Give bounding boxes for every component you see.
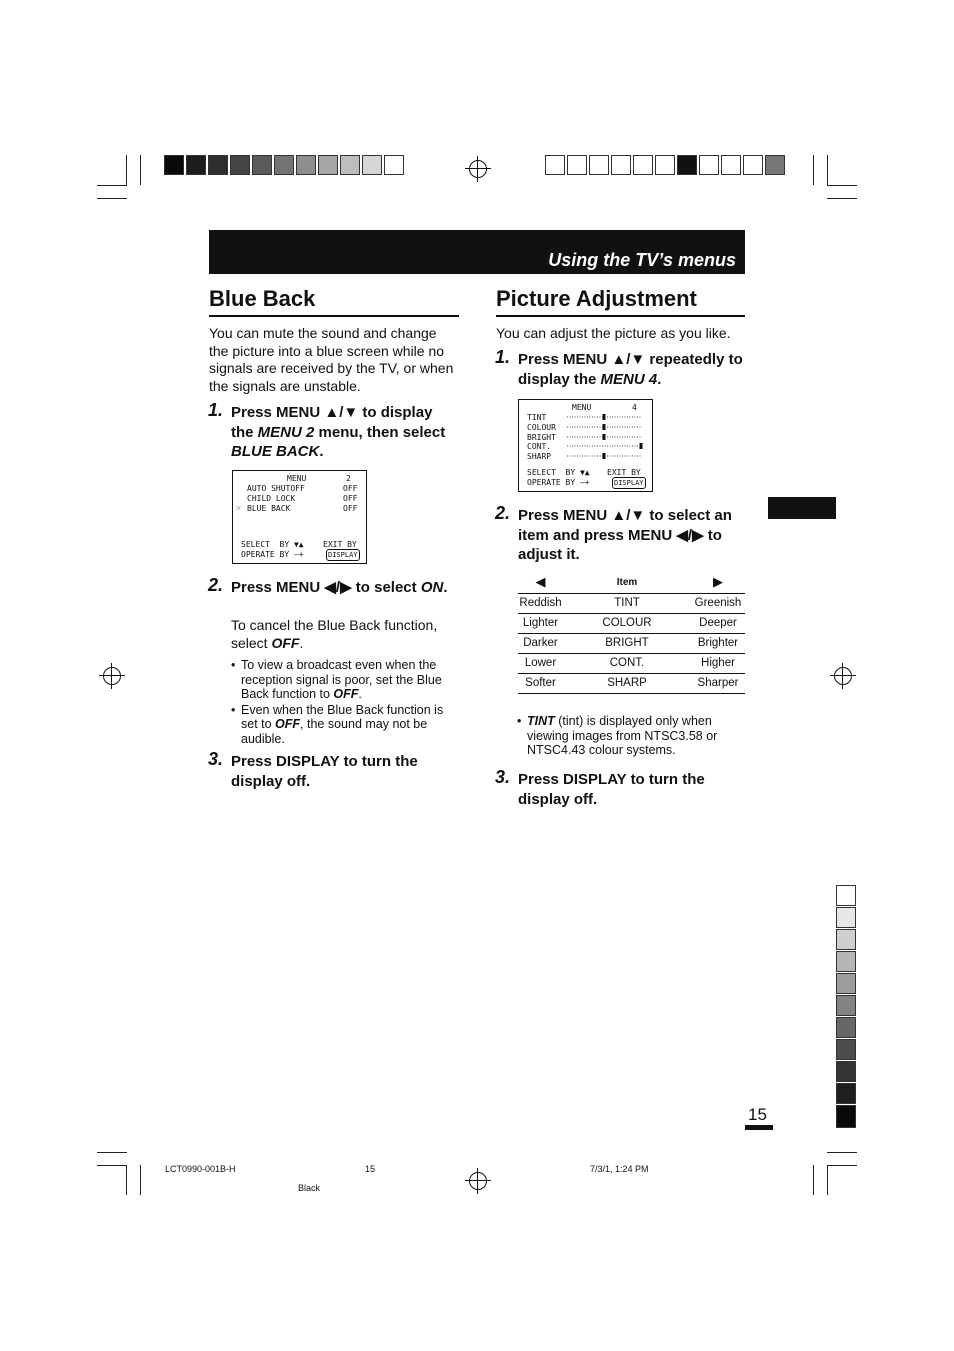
step-text: Press MENU ▲/▼ repeatedly to display the [518, 351, 743, 388]
menu-row-label: AUTO SHUTOFF [247, 484, 305, 493]
display-button-icon: DISPLAY [614, 479, 644, 487]
crop-mark [97, 1165, 127, 1166]
left-arrow-icon: ◀ [535, 574, 546, 590]
crop-mark [827, 198, 857, 199]
menu-row-label: CONT. [527, 442, 552, 451]
picture-step-2 [495, 503, 748, 565]
note-text-bold: OFF [275, 717, 301, 731]
cancel-text-off: OFF [271, 634, 300, 651]
footer-plate: Black [298, 1183, 321, 1193]
step-text-italic: ON [420, 579, 444, 596]
step-text: . [319, 443, 324, 460]
registration-mark [103, 667, 121, 685]
table-cell: CONT. [563, 653, 691, 673]
menu-page: 4 [632, 403, 637, 412]
table-row [518, 653, 745, 673]
table-cell: COLOUR [563, 613, 691, 633]
title-rule [496, 315, 745, 317]
menu-row-label: COLOUR [527, 423, 556, 432]
step-text: menu, then select [314, 423, 446, 441]
table-cell: Softer [518, 673, 563, 693]
level-marker [603, 424, 606, 430]
page-number: 15 [748, 1105, 767, 1124]
list-item [231, 658, 451, 702]
step-text: . [443, 579, 448, 596]
note-text-bold: OFF [333, 687, 359, 701]
note-text: To view a broadcast even when the reception signal is poor, set the Blue Back function to [241, 658, 442, 701]
crop-mark [140, 155, 141, 185]
crop-mark [126, 1165, 127, 1195]
list-item [231, 703, 451, 747]
table-row [518, 673, 745, 693]
note-text-bold: TINT [527, 714, 555, 728]
menu-exit-hint: EXIT BY [323, 540, 357, 549]
list-item [517, 714, 732, 758]
footer-date: 7/3/1, 1:24 PM [590, 1164, 649, 1174]
table-cell: Reddish [518, 593, 563, 613]
crop-mark [126, 155, 127, 185]
step-text-italic: BLUE BACK [231, 443, 320, 460]
menu-select-hint: SELECT BY ▼▲ [241, 540, 304, 549]
note-text: (tint) is displayed only when viewing images from NTSC3.58 or NTSC4.43 colour systems. [527, 714, 718, 757]
table-cell: Sharper [691, 673, 745, 693]
right-arrow-icon: ▶ [713, 574, 723, 590]
blue-back-step-3 [208, 749, 446, 791]
menu-4-screen [518, 399, 653, 492]
display-button-icon: DISPLAY [328, 551, 358, 559]
menu-operate-hint: OPERATE BY —+ [241, 550, 304, 559]
cancel-text-part: To cancel the Blue Back function, select [231, 617, 438, 651]
menu-row-label: CHILD LOCK [247, 494, 296, 503]
table-cell: Lower [518, 653, 563, 673]
table-cell: Greenish [691, 593, 745, 613]
crop-mark [827, 155, 828, 185]
title-rule [209, 315, 459, 317]
menu-title: MENU [287, 474, 307, 483]
menu-row-value: OFF [343, 494, 358, 503]
table-cell: Lighter [518, 613, 563, 633]
note-text: Even when the Blue Back function is set to [241, 702, 444, 731]
menu-row-label: SHARP [527, 452, 552, 461]
step-text: Press MENU ▲/▼ to select an item and press MENU ◀/▶ to adjust it. [518, 507, 732, 563]
step-number: 2. [208, 575, 224, 595]
registration-mark [469, 1172, 487, 1190]
table-cell: Darker [518, 633, 563, 653]
table-header-item: Item [616, 576, 638, 588]
step-text-italic: MENU 2 [257, 423, 315, 441]
picture-step-1 [495, 347, 745, 389]
step-text: Press MENU ▲/▼ to display the [231, 404, 433, 441]
note-text: . [358, 687, 362, 701]
table-cell: Brighter [691, 633, 745, 653]
step-text: Press DISPLAY to turn the display off. [518, 771, 705, 808]
step-text-italic: MENU 4 [600, 370, 658, 388]
registration-mark [834, 667, 852, 685]
menu-row-value: OFF [343, 504, 358, 513]
menu-row-value: OFF [343, 484, 358, 493]
cancel-text-part: . [299, 634, 304, 651]
crop-mark [827, 1152, 857, 1153]
crop-mark [827, 1165, 857, 1166]
crop-mark [813, 1165, 814, 1195]
menu-operate-hint: OPERATE BY —+ [527, 478, 590, 487]
crop-mark [827, 185, 857, 186]
level-marker [603, 453, 606, 459]
step-number: 3. [208, 749, 224, 769]
table-row [518, 613, 745, 633]
menu-row-label: BRIGHT [527, 433, 556, 442]
menu-title: MENU [572, 403, 592, 412]
picture-step-3 [495, 767, 733, 809]
menu-exit-hint: EXIT BY [607, 468, 641, 477]
step-number: 3. [495, 767, 511, 787]
blue-back-intro: You can mute the sound and change the picture into a blue screen while no signals are received by the TV, or when the signals are unstable. [209, 325, 454, 394]
crop-mark [813, 155, 814, 185]
blue-back-notes [231, 658, 451, 747]
level-marker [640, 443, 643, 449]
table-cell: SHARP [563, 673, 691, 693]
pointer-hand-icon: ☞ [236, 504, 242, 514]
menu-2-screen [232, 470, 367, 564]
footer-doc-code: LCT0990-001B-H [165, 1164, 236, 1174]
crop-mark [827, 1165, 828, 1195]
level-marker [603, 434, 606, 440]
blue-back-step-1 [208, 400, 459, 462]
menu-select-hint: SELECT BY ▼▲ [527, 468, 590, 477]
table-row [518, 593, 745, 613]
footer-page: 15 [365, 1164, 376, 1174]
table-cell: BRIGHT [563, 633, 691, 653]
cancel-text [231, 617, 456, 652]
step-text: Press DISPLAY to turn the display off. [231, 753, 418, 790]
table-cell: TINT [563, 593, 691, 613]
adjustment-table [518, 572, 745, 694]
crop-mark [97, 1152, 127, 1153]
step-number: 1. [208, 400, 224, 420]
section-title: Using the TV’s menus [548, 250, 736, 270]
blue-back-step-2 [208, 575, 459, 598]
picture-intro: You can adjust the picture as you like. [496, 325, 731, 341]
chapter-tab [768, 497, 836, 519]
picture-notes [517, 714, 732, 759]
note-text: , the sound may not be audible. [241, 717, 428, 746]
step-text: . [657, 370, 662, 388]
step-text: Press MENU ◀/▶ to select [231, 579, 421, 596]
menu-page: 2 [346, 474, 351, 483]
section-header-bar [209, 230, 745, 274]
table-cell: Higher [691, 653, 745, 673]
registration-mark [469, 160, 487, 178]
step-number: 1. [495, 347, 511, 367]
crop-mark [97, 185, 127, 186]
step-number: 2. [495, 503, 511, 523]
picture-adjustment-title: Picture Adjustment [496, 286, 697, 311]
crop-mark [140, 1165, 141, 1195]
crop-mark [97, 198, 127, 199]
table-row [518, 633, 745, 653]
page-number-bar [745, 1125, 773, 1130]
table-cell: Deeper [691, 613, 745, 633]
menu-row-label: BLUE BACK [247, 504, 291, 513]
blue-back-title: Blue Back [209, 286, 316, 311]
level-marker [603, 414, 606, 420]
menu-row-label: TINT [527, 413, 547, 422]
